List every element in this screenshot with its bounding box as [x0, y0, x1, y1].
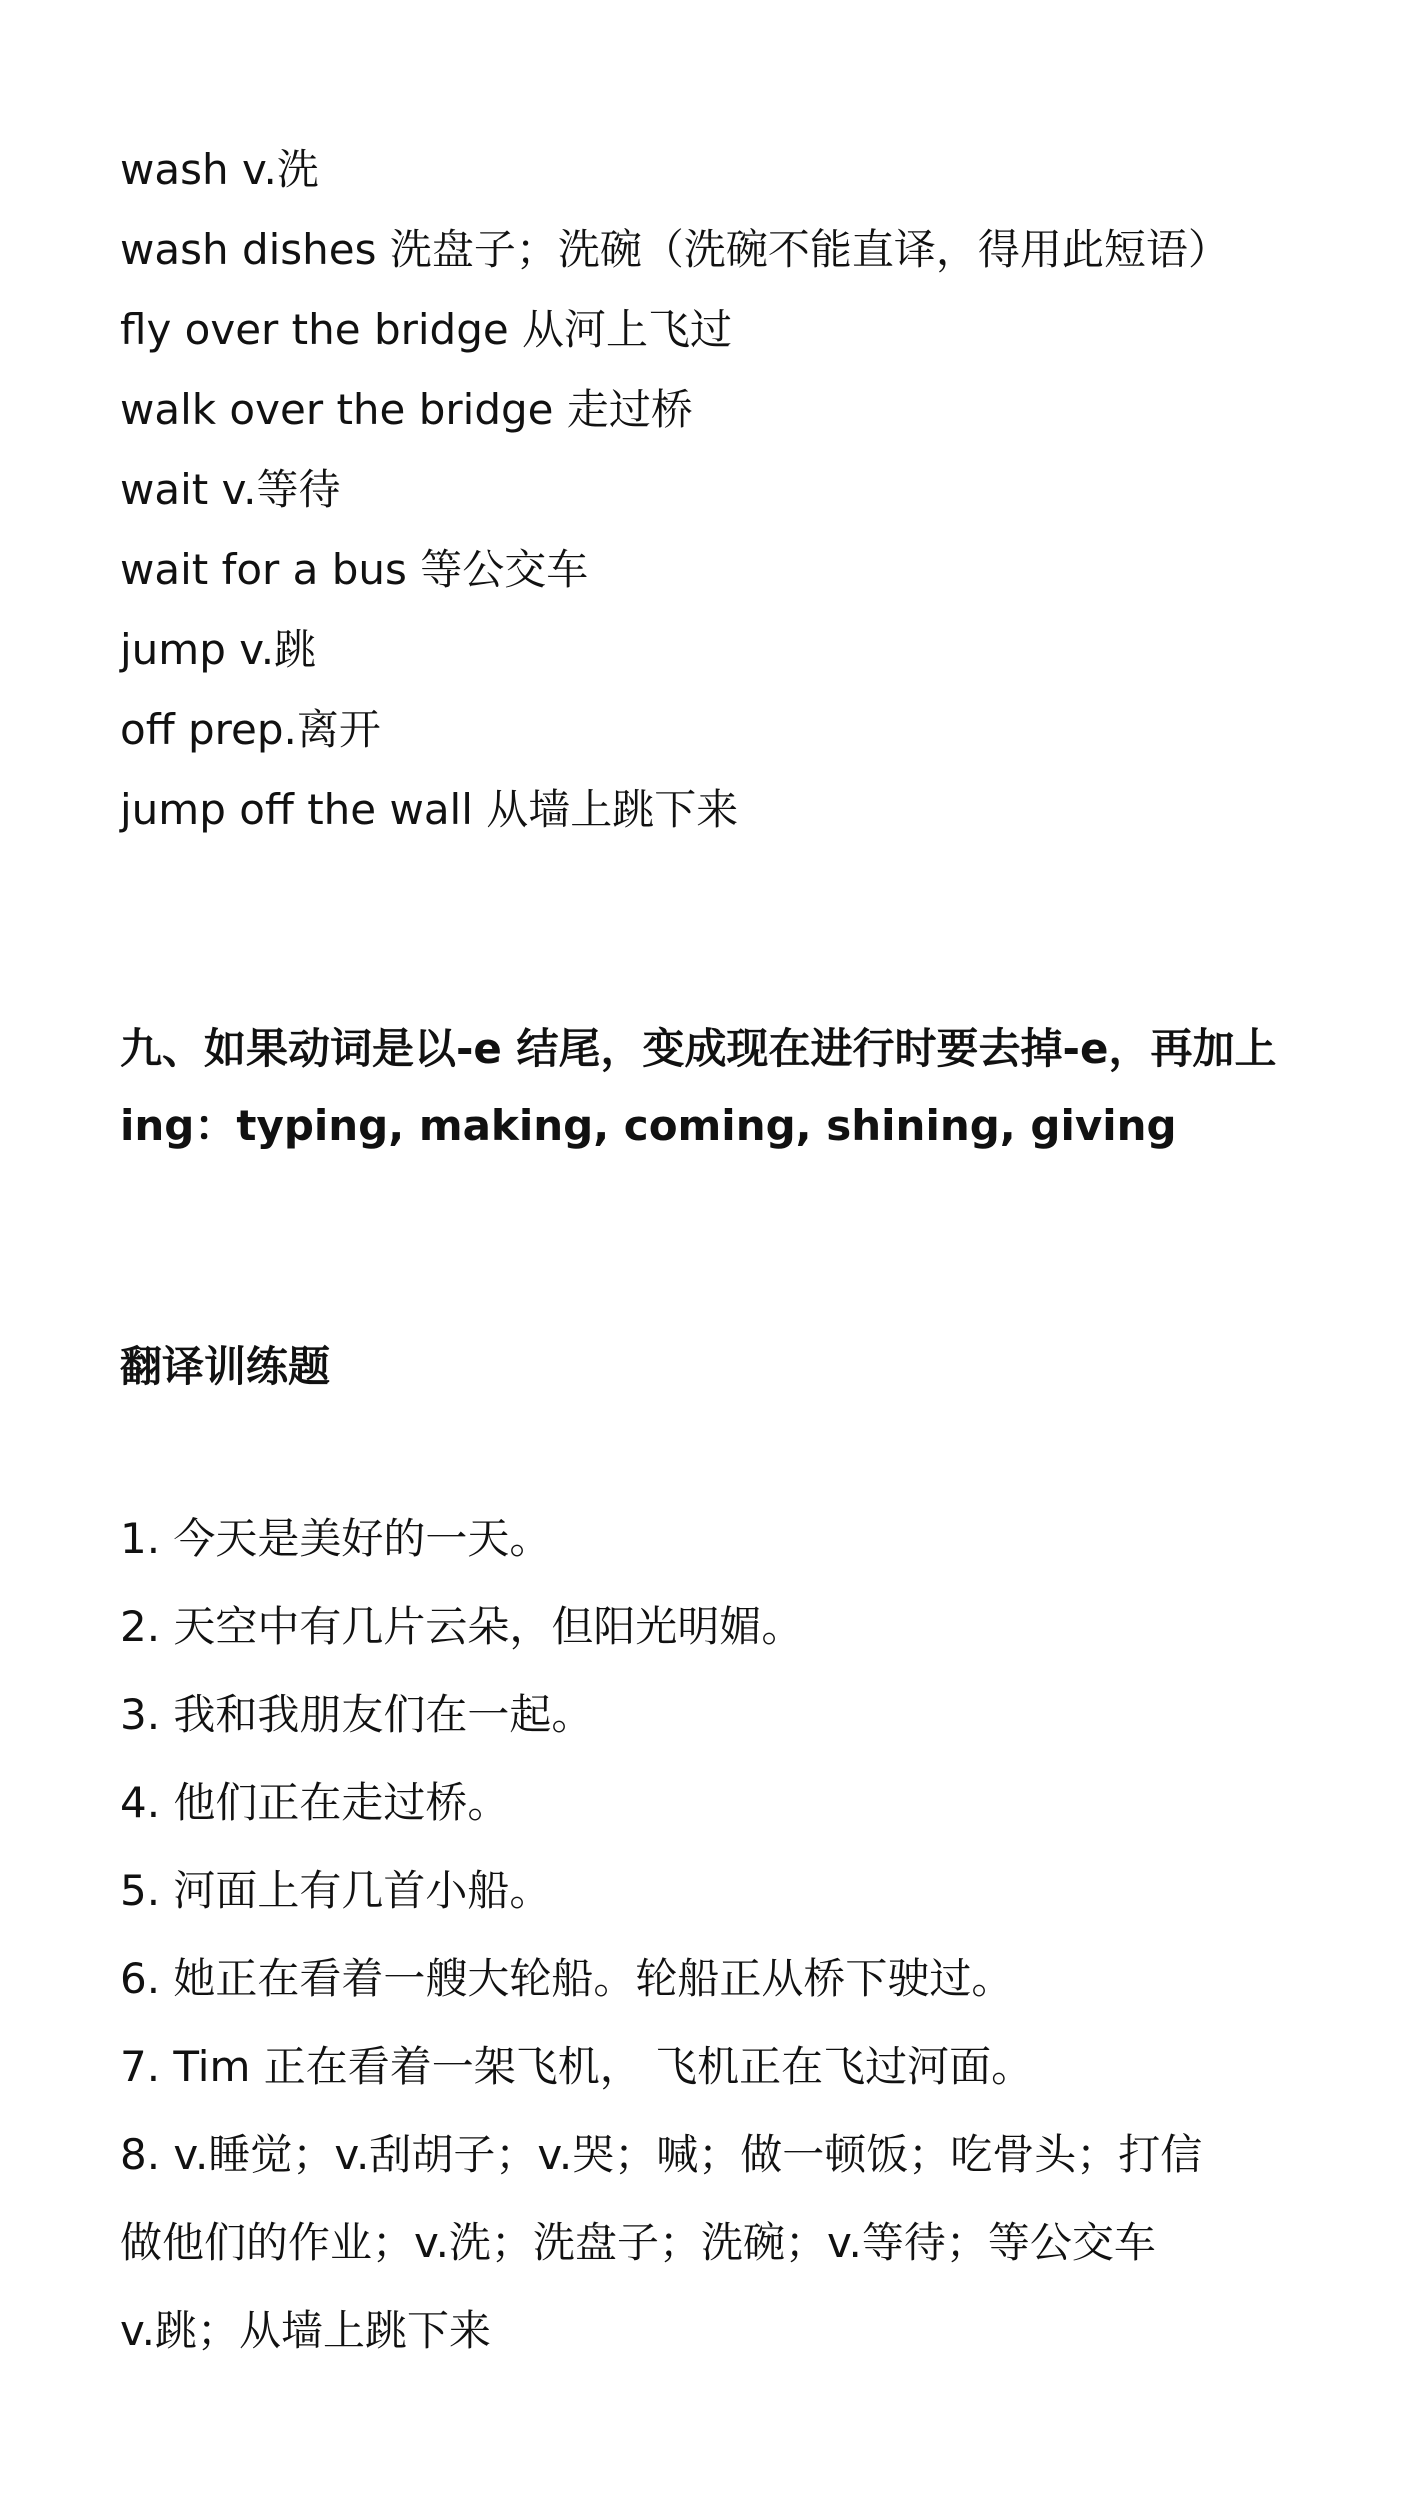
- vocab-item: fly over the bridge 从河上飞过: [120, 305, 733, 354]
- grammar-rule-heading: [120, 1010, 1340, 1164]
- exercise-item: 3. 我和我朋友们在一起。: [120, 1690, 594, 1739]
- grammar-rule-line: 九、如果动词是以-e 结尾，变成现在进行时要去掉-e，再加上: [120, 1024, 1277, 1073]
- vocab-item: walk over the bridge 走过桥: [120, 385, 693, 434]
- exercise-item-continued: 做他们的作业；v.洗；洗盘子；洗碗；v.等待；等公交车: [120, 2218, 1156, 2267]
- grammar-rule-line: ing：typing, making, coming, shining, giving: [120, 1101, 1177, 1150]
- exercise-item: 4. 他们正在走过桥。: [120, 1778, 510, 1827]
- translation-exercise-list: [120, 1495, 1340, 2375]
- section-title: 翻译训练题: [120, 1342, 331, 1391]
- exercise-item: 7. Tim 正在看着一架飞机， 飞机正在飞过河面。: [120, 2042, 1034, 2091]
- vocab-item: jump off the wall 从墙上跳下来: [120, 785, 739, 834]
- exercise-item: 1. 今天是美好的一天。: [120, 1514, 552, 1563]
- vocabulary-list: [120, 130, 1320, 850]
- vocab-item: wait for a bus 等公交车: [120, 545, 589, 594]
- vocab-item: wash dishes 洗盘子；洗碗（洗碗不能直译，得用此短语）: [120, 225, 1230, 274]
- exercise-item: 8. v.睡觉；v.刮胡子；v.哭；喊；做一顿饭；吃骨头；打信: [120, 2130, 1203, 2179]
- exercise-item: 6. 她正在看着一艘大轮船。轮船正从桥下驶过。: [120, 1954, 1014, 2003]
- exercise-item: 5. 河面上有几首小船。: [120, 1866, 552, 1915]
- exercise-item: 2. 天空中有几片云朵，但阳光明媚。: [120, 1602, 804, 1651]
- vocab-item: off prep.离开: [120, 705, 381, 754]
- vocab-item: wait v.等待: [120, 465, 341, 514]
- exercise-item-continued: v.跳；从墙上跳下来: [120, 2306, 491, 2355]
- vocab-item: wash v.洗: [120, 145, 319, 194]
- vocab-item: jump v.跳: [120, 625, 317, 674]
